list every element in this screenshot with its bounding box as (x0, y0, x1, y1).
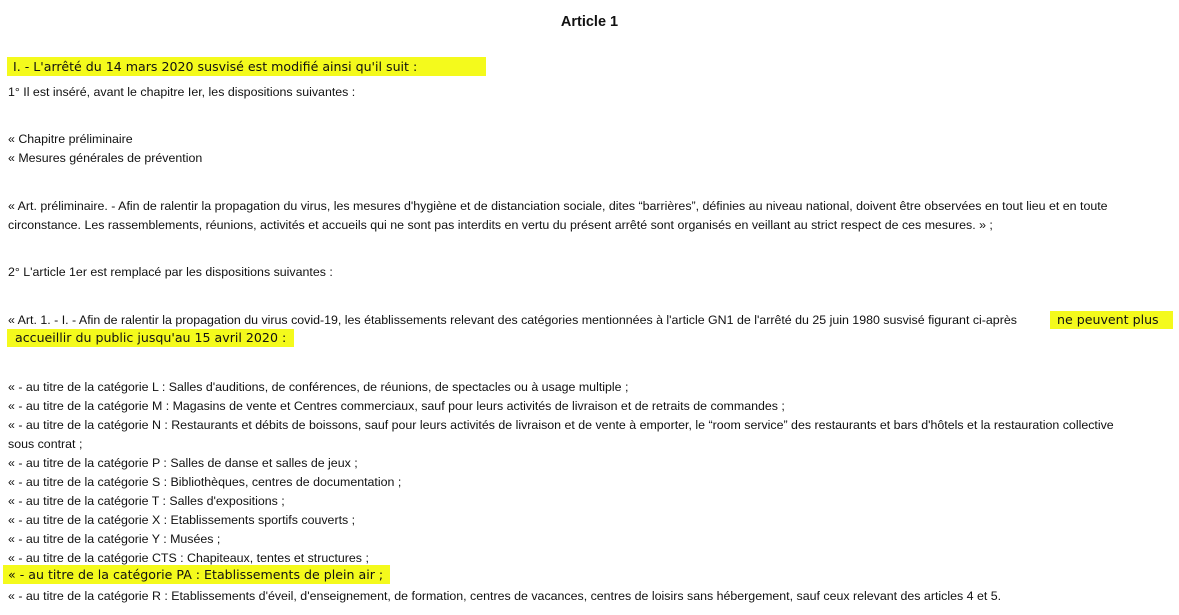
list-item: sous contrat ; (8, 437, 83, 451)
list-item: « - au titre de la catégorie N : Restaurants et débits de boissons, sauf pour leurs activités de livraison et de vente à emporter, le “room service” des restaurants et bars d'hôtels et la restauration collective (8, 418, 1114, 432)
paragraph-art-1: « Art. 1. - I. - Afin de ralentir la propagation du virus covid-19, les établissements relevant des catégories mentionnées à l'article GN1 de l'arrêté du 25 juin 1980 susvisé figurant ci-après (8, 313, 1017, 327)
list-item: « - au titre de la catégorie Y : Musées ; (8, 532, 221, 546)
highlighted-intro: I. - L'arrêté du 14 mars 2020 susvisé est modifié ainsi qu'il suit : (13, 59, 418, 74)
list-item: « - au titre de la catégorie M : Magasins de vente et Centres commerciaux, sauf pour leurs activités de livraison et de retraits de commandes ; (8, 399, 785, 413)
list-item: « - au titre de la catégorie L : Salles d'auditions, de conférences, de réunions, de spectacles ou à usage multiple ; (8, 380, 629, 394)
list-item: « - au titre de la catégorie X : Etablissements sportifs couverts ; (8, 513, 356, 527)
list-item: « - au titre de la catégorie T : Salles d'expositions ; (8, 494, 285, 508)
list-item: « - au titre de la catégorie S : Bibliothèques, centres de documentation ; (8, 475, 402, 489)
paragraph-art-preliminaire-1: « Art. préliminaire. - Afin de ralentir la propagation du virus, les mesures d'hygiène et de distanciation sociale, dites “barrières”, définies au niveau national, doivent être observées en tout lieu et en toute (8, 199, 1108, 213)
highlighted-phrase: ne peuvent plus (1057, 312, 1159, 327)
paragraph-2: 2° L'article 1er est remplacé par les dispositions suivantes : (8, 265, 333, 279)
highlighted-phrase-continued: accueillir du public jusqu'au 15 avril 2020 : (15, 330, 287, 345)
paragraph-mesures: « Mesures générales de prévention (8, 151, 203, 165)
list-item: « - au titre de la catégorie CTS : Chapiteaux, tentes et structures ; (8, 551, 369, 565)
paragraph-chapitre: « Chapitre préliminaire (8, 132, 133, 146)
list-item: « - au titre de la catégorie P : Salles de danse et salles de jeux ; (8, 456, 358, 470)
article-title: Article 1 (560, 14, 619, 30)
paragraph-art-preliminaire-2: circonstance. Les rassemblements, réunions, activités et accueils qui ne sont pas interdits en vertu du présent arrêté sont organisés en veillant au strict respect de ces mesures. » ; (8, 218, 993, 232)
paragraph-1: 1° Il est inséré, avant le chapitre Ier, les dispositions suivantes : (8, 85, 356, 99)
highlighted-list-item: « - au titre de la catégorie PA : Etablissements de plein air ; (8, 567, 384, 582)
list-item: « - au titre de la catégorie R : Etablissements d'éveil, d'enseignement, de formation, centres de vacances, centres de loisirs sans hébergement, sauf ceux relevant des articles 4 et 5. (8, 589, 1002, 603)
